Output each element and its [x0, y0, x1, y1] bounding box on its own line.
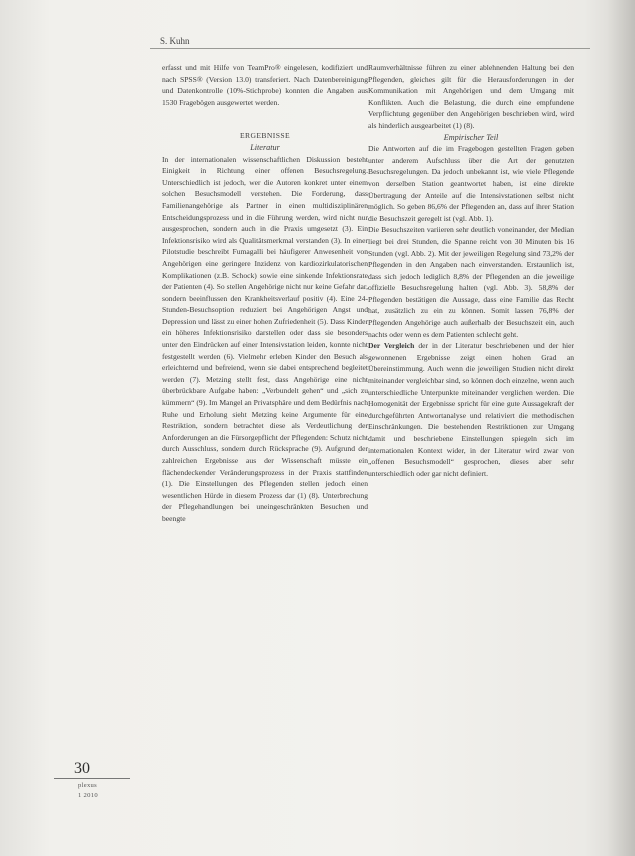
empirical-body-text-2: Die Besuchszeiten variieren sehr deutlich voneinander, der Median liegt bei drei Stunden, die Spanne reicht von 30 Minuten bis 16 Stunden (vgl. Abb. 2). Mit der jeweiligen Regelung sind 73,2% der Pflegenden in den Angaben nach einverstanden. Erstaunlich ist, dass sich jedoch lediglich 8,8% der Pflegenden an die jeweilige offizielle Besuchsregelung halten (vgl. Abb. 3). 58,8% der Pflegenden bestätigen die Aussage, dass eine Familie das Recht hat, zusätzlich zu ein zu können. Somit lassen 76,8% der Pflegenden Angehörige auch außerhalb der Besuchszeit ein, auch nachts oder wenn es dem Patienten schlecht geht.: [368, 225, 574, 339]
footer-rule: [54, 778, 130, 779]
left-column: [162, 62, 368, 525]
journal-name: plexus: [78, 782, 98, 789]
spacer: [162, 108, 368, 130]
continuation-paragraph: Raumverhältnisse führen zu einer ablehnenden Haltung bei den Pflegenden, gleiches gilt für die Herausforderungen in der Kommunikation mit Angehörigen und dem Umgang mit Konflikten. Auch die Belastung, die durch eine empfundene Verpflichtung gegenüber den Angehörigen beschrieben wird, wird als hinderlich ausgearbeitet (1) (8).: [368, 63, 574, 130]
comparison-paragraph: [368, 340, 574, 479]
page-edge-shadow: [607, 0, 635, 856]
intro-paragraph: erfasst und mit Hilfe von TeamPro® eingelesen, kodifiziert und nach SPSS® (Version 13.0) transferiert. Nach Datenbereinigung und Datenkontrolle (10%-Stichprobe) konnten die Angaben aus 1530 Fragebögen ausgewertet werden.: [162, 63, 368, 107]
literature-heading: Literatur: [250, 142, 280, 152]
comparison-bold-lead: Der Vergleich: [368, 341, 415, 351]
empirical-heading: Empirischer Teil: [443, 132, 499, 142]
comparison-body-text: der in der Literatur beschriebenen und der hier gewonnenen Ergebnisse zeigt einen hohen Grad an Übereinstimmung. Auch wenn die jeweiligen Studien nicht direkt miteinander vergleichbar sind, so können doch einzelne, wenn auch unterschiedliche Unterpunkte miteinander verglichen werden. Die Homogenität der Ergebnisse spricht für eine gute Aussagekraft der durchgeführten Antwortanalyse und relativiert die methodischen Einschränkungen. Die bestehenden Restriktionen zur Umgang damit und beschriebene Einstellungen spiegeln sich im internationalen Kontext wider, in der Literatur wird zwar von „offenen Besuchsmodell“ gesprochen, dieses aber sehr unterschiedlich oder gar nicht definiert.: [368, 341, 574, 478]
right-column: [368, 62, 574, 479]
literature-body-text: In der internationalen wissenschaftlichen Diskussion besteht Einigkeit in Richtung einer offenen Besuchsregelung. Unterschiedlich ist jedoch, wer die Autoren konkret unter einem solchen Besuchsmodell verstehen. Die Forderung, dass Familienangehörige als Partner in einen multidisziplinären Entscheidungsprozess und in die Führung werden, wird nicht nur ausgesprochen, sondern auch in die Praxis umgesetzt (3). Ein Infektionsrisiko wird als Qualitätsmerkmal verstanden (3). In einer Pilotstudie beschreibt Fumagalli bei häufigerer Anwesenheit von Angehörigen eine geringere Inzidenz von kardiozirkulatorischen Komplikationen (z.B. Schock) sowie eine sinkende Infektionsrate der Patienten (4). So stellen Angehörige nicht nur keine Gefahr dar, sondern beeinflussen den Krankheitsverlauf positiv (4). Eine 24-Stunden-Besuchsoption reduziert bei Angehörigen Angst und Depression und lässt zu einer hohen Zufriedenheit (5). Dass Kinder ein höheres Infektionsrisiko darstellen oder dass sie besonders unter den Eindrücken auf einer Intensivstation leiden, konnte nicht festgestellt werden (6). Vielmehr erleben Kinder den Besuch als erleichternd und befreiend, wenn sie dabei entsprechend begleitet werden (7). Metzing stellt fest, dass Angehörige eine nicht überbrückbare Aufgabe haben: „Verbundelt gehen“ und „sich zu kümmern“ (9). Im Mangel an Privatsphäre und dem Bedürfnis nach Ruhe und Erholung sieht Metzing keine Argumente für eine Restriktion, sondern betrachtet diese als Verdeutlichung der Anforderungen an die Fürsorgepflicht der Pflegenden: Schutz nicht durch Ausschluss, sondern durch Rücksprache (9). Aufgrund der zahlreichen Ergebnisse aus der Wissenschaft müsste ein flächendeckender Veränderungsprozess in der Praxis stattfinden (1). Die Einstellungen des Pflegenden stellen jedoch einen wesentlichen Hürde in diesem Prozess dar (1) (8). Unterbrechung der Pflegehandlungen bei uneingeschränkten Besuchen und beengte: [162, 154, 368, 523]
empirical-body-text-1: Die Antworten auf die im Fragebogen gestellten Fragen geben unter anderem Aufschluss über die Art der genutzten Besuchsregelungen. Da jedoch unbekannt ist, wie viele Pflegende von derselben Station geantwortet haben, ist eine direkte Übertragung der Anteile auf die Intensivstationen selbst nicht möglich. So geben 86,6% der Pflegenden an, dass auf ihrer Station die Besuchszeit geregelt ist (vgl. Abb. 1).: [368, 144, 574, 223]
running-head: S. Kuhn: [160, 36, 190, 46]
journal-issue-year: 1 2010: [78, 792, 98, 799]
page-number: 30: [74, 760, 90, 777]
header-rule: [150, 48, 590, 49]
results-heading: ERGEBNISSE: [240, 131, 290, 141]
